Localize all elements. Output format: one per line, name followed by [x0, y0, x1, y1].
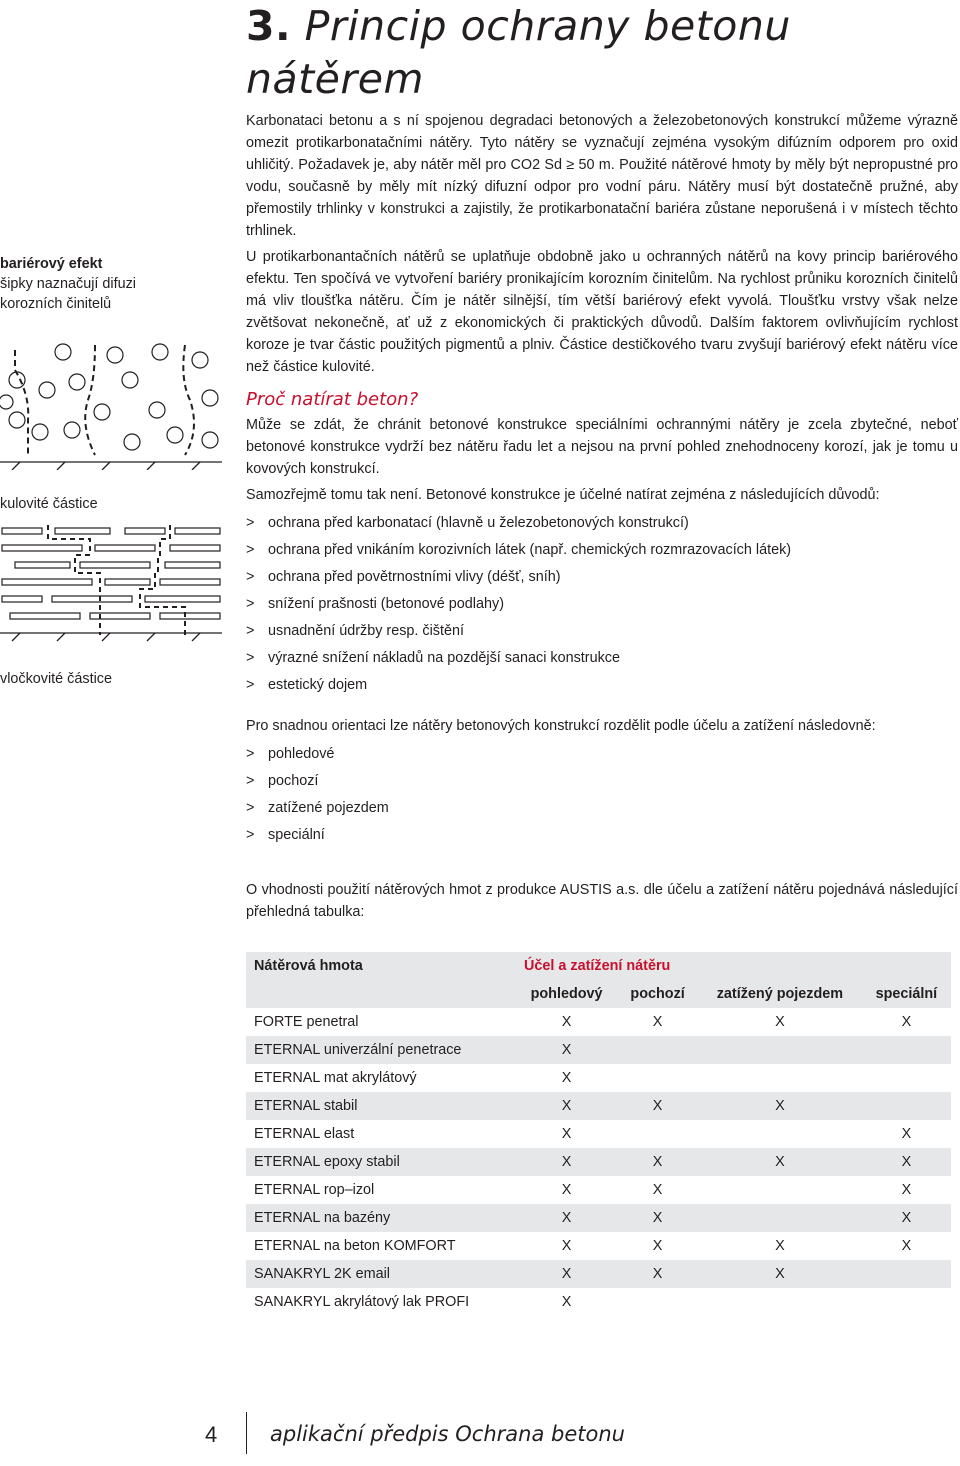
intro-paragraph-1: Karbonataci betonu a s ní spojenou degradaci betonových a železobetonových konstrukcí můžeme výrazně omezit protikarbonatačními nátěry. Tyto nátěry se vyznačují zejména vysokým difúzním odporem pro oxid uhličitý. Požadavek je, aby nátěr měl pro CO2 Sd ≥ 50 m. Použité nátěrové hmoty by měly být nepropustné pro vodu, současně by měly mít nízký difuzní odpor pro vodní páru. Nátěry musí být dostatečně pružné, aby přemostily trhlinky v konstrukci a zajistily, že protikarbonatační bariéra zůstane neporušená i v místech těchto trhlinek. — [246, 113, 958, 239]
table-row: ETERNAL mat akrylátový X — [254, 1070, 572, 1086]
why-paragraph-4: O vhodnosti použití nátěrových hmot z produkce AUSTIS a.s. dle účelu a zatížení nátěru pojednává následující přehledná tabulka: — [246, 882, 958, 920]
bullet-marker: > — [246, 746, 255, 762]
section-number: 3. — [246, 2, 292, 50]
intro-paragraph-2: U protikarbonantačních nátěrů se uplatňuje obdobně jako u ochranných nátěrů na kovy princip bariérového efektu. Ten spočívá ve vytvoření bariéry pronikajícím korozním činitelům. Na rychlost průniku korozních činitelů má vliv tloušťka nátěru. Čím je nátěr silnější, tím větší bariérový efekt vyvolá. Tloušťku vrstvy však nelze zvětšovat nekonečně, ať už z ekonomických či praktických důvodů. Dalším faktorem ovlivňujícím rychlost koroze je tvar částic použitých pigmentů a plniv. Částice destičkového tvaru zvyšují bariérový efekt nátěru více než částice kulovité. — [246, 249, 958, 375]
flake-label: vločkovité částice — [0, 671, 112, 687]
list-item: > speciální — [246, 822, 958, 849]
spherical-label: kulovité částice — [0, 496, 98, 512]
table-row: ETERNAL rop–izol X X X — [254, 1182, 912, 1198]
table-subheader-row — [246, 980, 951, 1008]
table-row: ETERNAL na beton KOMFORT X X X X — [254, 1238, 912, 1254]
list-item: > ochrana před karbonatací (hlavně u železobetonových konstrukcí) — [246, 510, 958, 537]
bullet-marker: > — [246, 596, 255, 612]
table-row: ETERNAL univerzální penetrace X — [246, 1036, 951, 1064]
why-paragraph-1: Může se zdát, že chránit betonové konstrukce speciálními ochrannými nátěry je zcela zbytečné, neboť betonové konstrukce vydrží bez nátěru řadu let a nejsou na první pohled znehodnoceny korozí, jak je tomu u kovových konstrukcí. — [246, 417, 958, 477]
list-item: > ochrana před vnikáním korozivních látek (např. chemických rozmrazovacích látek) — [246, 537, 958, 564]
subheader: zatížený pojezdem — [698, 980, 862, 1008]
product-table — [246, 952, 951, 1316]
list-item: > ochrana před povětrnostními vlivy (déšť, sníh) — [246, 564, 958, 591]
flake-particles-diagram — [0, 525, 225, 655]
subheader: pohledový — [516, 980, 617, 1008]
spherical-particles-diagram — [0, 340, 225, 470]
bullet-marker: > — [246, 800, 255, 816]
why-heading: Proč natírat beton? — [246, 389, 419, 410]
bullet-marker: > — [246, 677, 255, 693]
list-item: > estetický dojem — [246, 672, 958, 699]
footer-title: aplikační předpis Ochrana betonu — [270, 1422, 625, 1446]
subheader: pochozí — [617, 980, 698, 1008]
table-row: ETERNAL elast X X — [254, 1126, 912, 1142]
bullet-marker: > — [246, 623, 255, 639]
bullet-marker: > — [246, 569, 255, 585]
list-item: > zatížené pojezdem — [246, 795, 958, 822]
table-row: ETERNAL stabil X X X — [246, 1092, 951, 1120]
list-item: > usnadnění údržby resp. čištění — [246, 618, 958, 645]
list-item: > výrazné snížení nákladů na pozdější sanaci konstrukce — [246, 645, 958, 672]
bullet-marker: > — [246, 773, 255, 789]
footer-divider — [246, 1412, 247, 1454]
barrier-title: bariérový efekt — [0, 256, 103, 272]
main-content — [246, 110, 958, 923]
col-purpose-header: Účel a zatížení nátěru — [516, 952, 951, 980]
table-row: SANAKRYL akrylátový lak PROFI X — [254, 1294, 572, 1310]
table-row: ETERNAL epoxy stabil X X X X — [246, 1148, 951, 1176]
page-number: 4 — [205, 1422, 218, 1447]
table-row: ETERNAL na bazény X X X — [246, 1204, 951, 1232]
col-product-header: Nátěrová hmota — [246, 952, 516, 980]
why-paragraph-2: Samozřejmě tomu tak není. Betonové konstrukce je účelné natírat zejména z následujících důvodů: — [246, 487, 880, 503]
bullet-marker: > — [246, 827, 255, 843]
bullet-marker: > — [246, 542, 255, 558]
table-header-row — [246, 952, 951, 980]
bullet-marker: > — [246, 650, 255, 666]
subheader: speciální — [862, 980, 951, 1008]
why-paragraph-3: Pro snadnou orientaci lze nátěry betonových konstrukcí rozdělit podle účelu a zatížení následovně: — [246, 718, 876, 734]
barrier-caption — [0, 254, 150, 314]
bullet-marker: > — [246, 515, 255, 531]
table-row: SANAKRYL 2K email X X X — [246, 1260, 951, 1288]
categories-list — [246, 741, 958, 849]
list-item: > pohledové — [246, 741, 958, 768]
reasons-list — [246, 510, 958, 699]
section-title: Princip ochrany betonu nátěrem — [246, 2, 791, 103]
table-row: FORTE penetral X X X X — [254, 1014, 912, 1030]
page-title — [246, 0, 960, 106]
list-item: > pochozí — [246, 768, 958, 795]
barrier-desc: šipky naznačují difuzi korozních činitelů — [0, 276, 136, 312]
list-item: > snížení prašnosti (betonové podlahy) — [246, 591, 958, 618]
